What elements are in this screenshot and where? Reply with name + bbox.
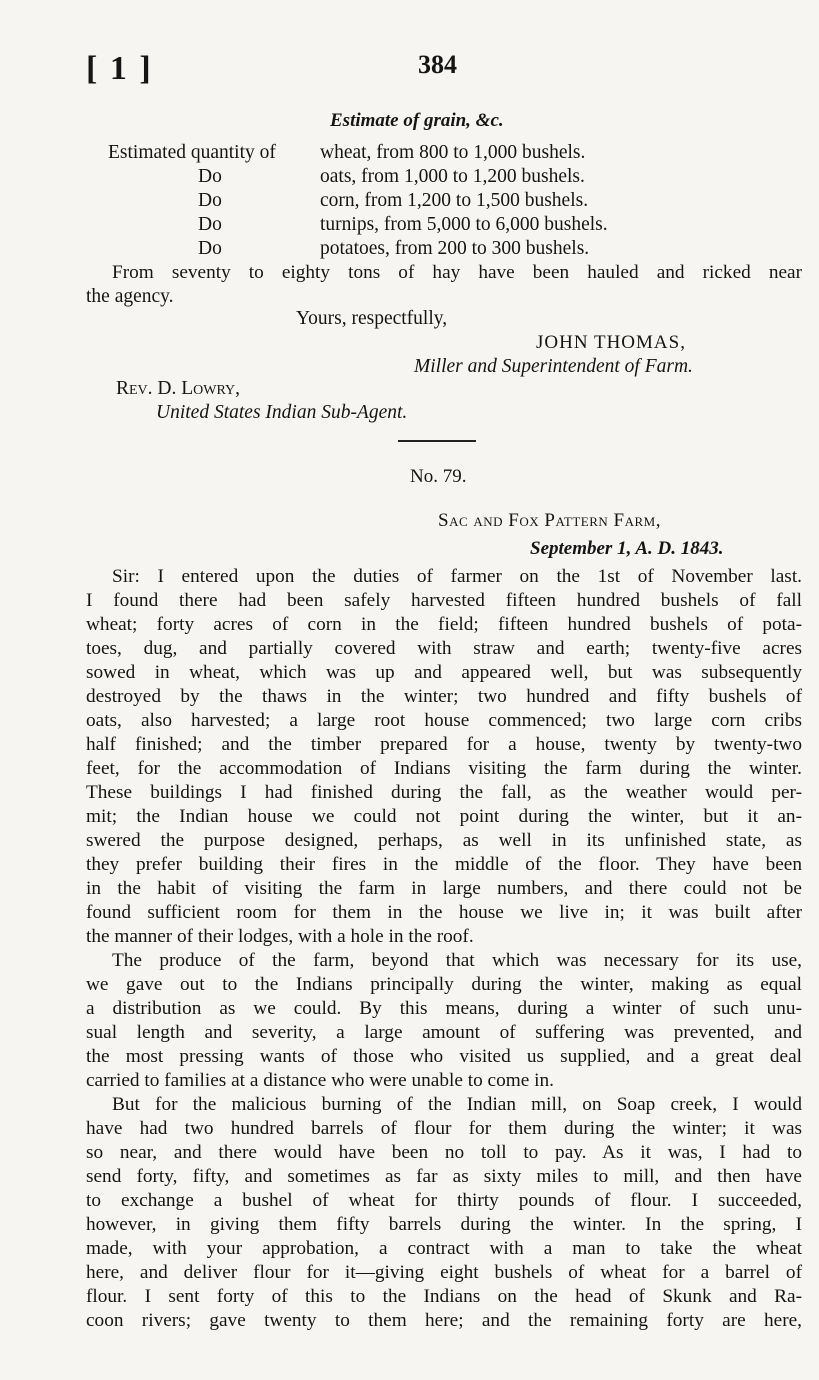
body-line: flour. I sent forty of this to the Indians on the head of Skunk and Ra- [86, 1286, 802, 1307]
body-line: we gave out to the Indians principally during the winter, making as equal [86, 974, 802, 995]
body-line: the most pressing wants of those who visited us supplied, and a great deal [86, 1046, 802, 1067]
estimate-row-value: potatoes, from 200 to 300 bushels. [320, 238, 590, 259]
body-line: however, in giving them fifty barrels during the winter. In the spring, I [86, 1214, 802, 1235]
recipient-title: United States Indian Sub-Agent. [156, 402, 408, 423]
body-line: here, and deliver flour for it—giving eight bushels of wheat for a barrel of [86, 1262, 802, 1283]
body-line: swered the purpose designed, perhaps, as well in its unfinished state, as [86, 830, 802, 851]
body-line: so near, and there would have been no toll to pay. As it was, I had to [86, 1142, 802, 1163]
letter-number: No. 79. [410, 466, 467, 487]
body-line: found sufficient room for them in the house we live in; it was built after [86, 902, 802, 923]
estimate-row-label: Do [198, 166, 222, 187]
estimate-row-label: Estimated quantity of [108, 142, 276, 163]
body-line: destroyed by the thaws in the winter; two hundred and fifty bushels of [86, 686, 802, 707]
body-line: toes, dug, and partially covered with straw and earth; twenty-five acres [86, 638, 802, 659]
body-line: feet, for the accommodation of Indians visiting the farm during the winter. [86, 758, 802, 779]
body-line: a distribution as we could. By this means, during a winter of such unu- [86, 998, 802, 1019]
body-line: sowed in wheat, which was up and appeared well, but was subsequently [86, 662, 802, 683]
estimate-row-value: corn, from 1,200 to 1,500 bushels. [320, 190, 589, 211]
body-line: the manner of their lodges, with a hole in the roof. [86, 926, 474, 947]
body-line: half finished; and the timber prepared for a house, twenty by twenty-two [86, 734, 802, 755]
estimate-heading: Estimate of grain, &c. [330, 110, 504, 131]
body-line: send forty, fifty, and sometimes as far as sixty miles to mill, and then have [86, 1166, 802, 1187]
body-line: Sir: I entered upon the duties of farmer on the 1st of November last. [112, 566, 802, 587]
estimate-row-value: wheat, from 800 to 1,000 bushels. [320, 142, 586, 163]
letter-date: September 1, A. D. 1843. [530, 538, 724, 559]
letter-place: Sac and Fox Pattern Farm, [438, 510, 661, 531]
body-line: The produce of the farm, beyond that which was necessary for its use, [112, 950, 802, 971]
body-line: mit; the Indian house we could not point during the winter, but it an- [86, 806, 802, 827]
estimate-row-label: Do [198, 238, 222, 259]
section-divider [398, 440, 476, 442]
body-line: made, with your approbation, a contract with a man to take the wheat [86, 1238, 802, 1259]
hay-line: From seventy to eighty tons of hay have been hauled and ricked near [112, 262, 802, 283]
body-line: to exchange a bushel of wheat for thirty pounds of flour. I succeeded, [86, 1190, 802, 1211]
hay-line-continued: the agency. [86, 286, 174, 307]
body-line: carried to families at a distance who were unable to come in. [86, 1070, 554, 1091]
body-line: they prefer building their fires in the middle of the floor. They have been [86, 854, 802, 875]
recipient-name: Rev. D. Lowry, [116, 378, 241, 399]
body-line: in the habit of visiting the farm in large numbers, and there could not be [86, 878, 802, 899]
signer-title: Miller and Superintendent of Farm. [414, 356, 693, 377]
signer-name: JOHN THOMAS, [536, 332, 686, 353]
estimate-row-value: turnips, from 5,000 to 6,000 bushels. [320, 214, 608, 235]
estimate-row-value: oats, from 1,000 to 1,200 bushels. [320, 166, 585, 187]
body-line: But for the malicious burning of the Indian mill, on Soap creek, I would [112, 1094, 802, 1115]
body-line: coon rivers; gave twenty to them here; and the remaining forty are here, [86, 1310, 802, 1331]
body-line: wheat; forty acres of corn in the field; fifteen hundred bushels of pota- [86, 614, 802, 635]
body-line: I found there had been safely harvested fifteen hundred bushels of fall [86, 590, 802, 611]
estimate-row-label: Do [198, 214, 222, 235]
body-line: sual length and severity, a large amount of suffering was prevented, and [86, 1022, 802, 1043]
body-line: oats, also harvested; a large root house commenced; two large corn cribs [86, 710, 802, 731]
document-number: [ 1 ] [86, 50, 153, 87]
body-line: have had two hundred barrels of flour for them during the winter; it was [86, 1118, 802, 1139]
closing: Yours, respectfully, [296, 308, 448, 329]
estimate-row-label: Do [198, 190, 222, 211]
page-number: 384 [418, 50, 457, 79]
body-line: These buildings I had finished during the fall, as the weather would per- [86, 782, 802, 803]
